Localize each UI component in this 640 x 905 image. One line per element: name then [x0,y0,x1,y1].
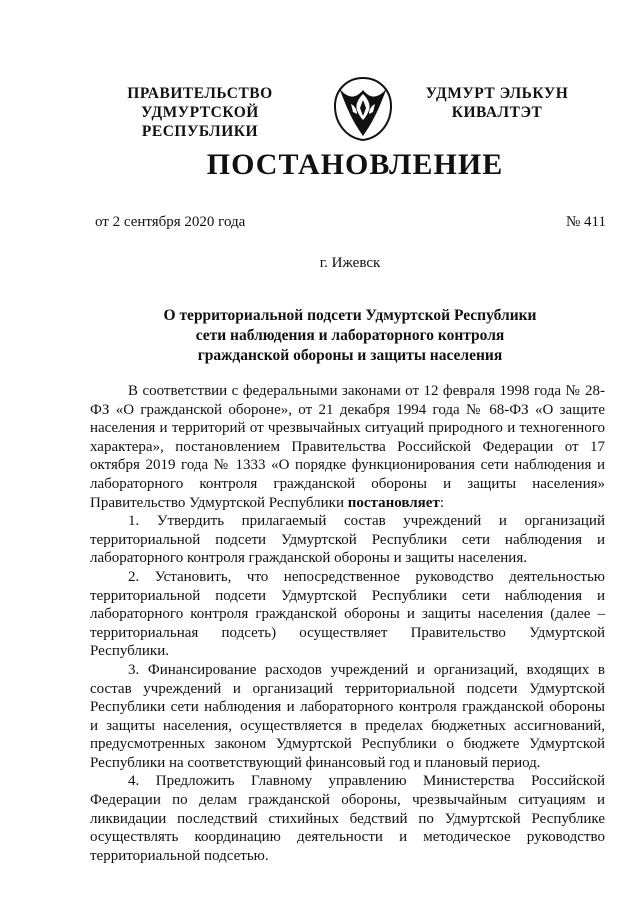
document-number: № 411 [565,214,606,230]
org-name-russian: ПРАВИТЕЛЬСТВО УДМУРТСКОЙ РЕСПУБЛИКИ [127,85,273,140]
clause-1: 1. Утвердить прилагаемый состав учреждений и организаций территориальной подсети Удмуртской Республики сети наблюдения и лабораторного контроля гражданской обороны и защиты населения. [90,513,605,567]
document-city: г. Ижевск [319,255,381,271]
document-subject: О территориальной подсети Удмуртской Республики сети наблюдения и лабораторного контроля гражданской обороны и защиты населения [163,307,537,364]
clause-2: 2. Установить, что непосредственное руководство деятельностью территориальной подсети Удмуртской Республики сети наблюдения и лабораторного контроля гражданской обороны и защиты населения (далее – территориальная подсеть) осуществляет Правительство Удмуртской Республики. [90,568,605,660]
clause-4: 4. Предложить Главному управлению Министерства Российской Федерации по делам гражданской обороны, чрезвычайным ситуациям и ликвидации последствий стихийных бедствий по Удмуртской Республике осуществлять координацию деятельности и методическое руководство территориальной подсетью. [90,773,605,864]
resolves-keyword: постановляет [347,494,440,511]
org-name-udmurt: УДМУРТ ЭЛЬКУН КИВАЛТЭТ [425,85,569,121]
document-header [0,76,640,146]
document-body [90,382,605,865]
udmurtia-coat-of-arms-icon [331,76,395,142]
clause-3: 3. Финансирование расходов учреждений и организаций, входящих в состав учреждений и организаций территориальной подсети Удмуртской Республики сети наблюдения и лабораторного контроля гражданской обороны и защиты населения, осуществляется в пределах бюджетных ассигнований, предусмотренных законом Удмуртской Республики о бюджете Удмуртской Республики на соответствующий финансовый год и плановый период. [90,661,605,771]
document-title: ПОСТАНОВЛЕНИЕ [206,148,504,181]
preamble-paragraph: В соответствии с федеральными законами от 12 февраля 1998 года № 28-ФЗ «О гражданской обороне», от 21 декабря 1994 года № 68-ФЗ «О защите населения и территорий от чрезвычайных ситуаций природного и техногенного характера», постановлением Правительства Российской Федерации от 17 октября 2019 года № 1333 «О порядке функционирования сети наблюдения и лабораторного контроля гражданской обороны и защиты населения» Правительство Удмуртской Республики постановляет: [90,383,605,511]
document-date: от 2 сентября 2020 года [95,214,246,230]
